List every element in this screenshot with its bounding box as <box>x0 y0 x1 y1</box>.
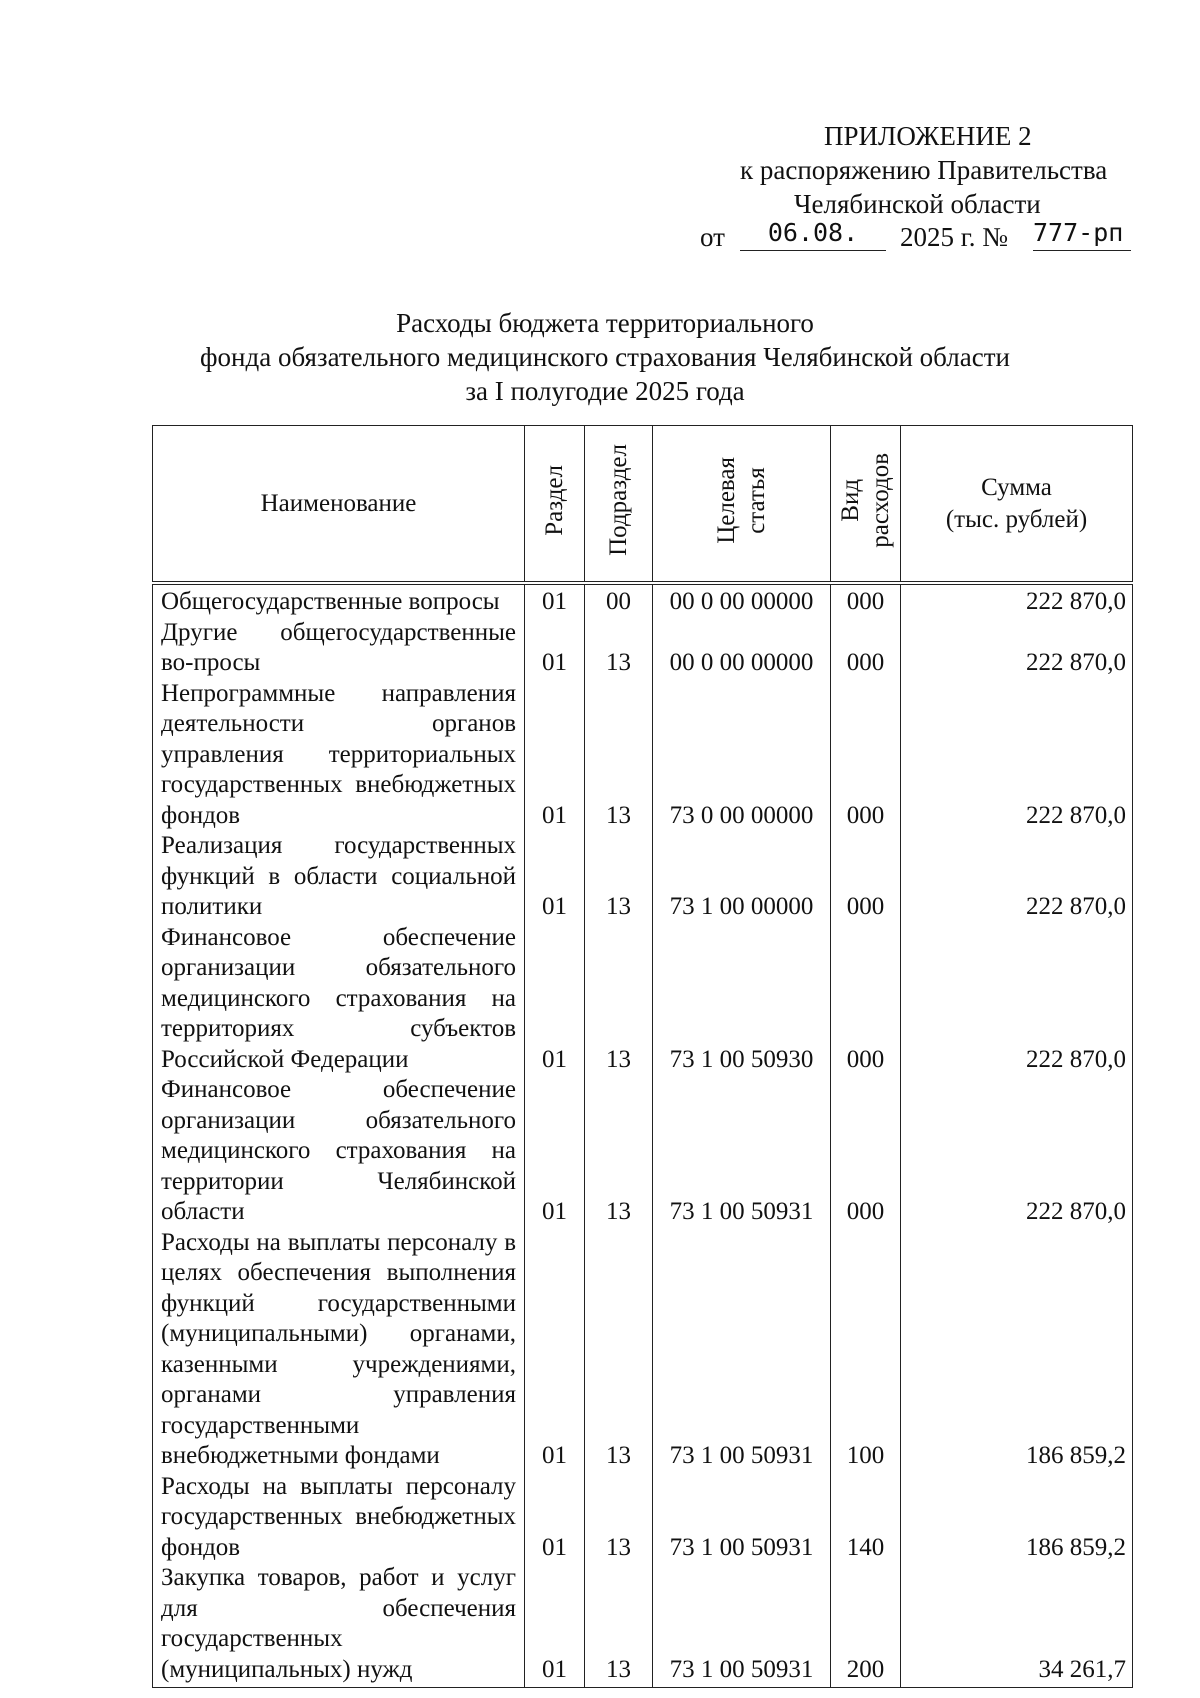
from-label: от <box>700 222 725 252</box>
cell-subsection: 13 <box>585 1228 653 1472</box>
cell-section: 01 <box>525 679 585 832</box>
appendix-title: ПРИЛОЖЕНИЕ 2 <box>824 121 1032 151</box>
column-header-target-article: Целевая статья <box>653 426 831 584</box>
table-header-row <box>153 426 1133 584</box>
table-row <box>153 1228 1133 1472</box>
cell-section: 01 <box>525 583 585 618</box>
cell-expense-type: 000 <box>831 831 901 923</box>
column-header-name: Наименование <box>153 426 525 584</box>
cell-name: Расходы на выплаты персоналу в целях обеспечения выполнения функций государственными (муниципальными) органами, казенными учреждениями, органами управления государственными внебюджетными фондами <box>153 1228 525 1472</box>
table-row <box>153 679 1133 832</box>
cell-name: Закупка товаров, работ и услуг для обеспечения государственных (муниципальных) нужд <box>153 1563 525 1688</box>
order-date-line <box>700 216 1140 256</box>
order-number-field: 777-рп <box>1033 216 1131 251</box>
cell-target-article: 73 1 00 50931 <box>653 1075 831 1228</box>
cell-name: Финансовое обеспечение организации обязательного медицинского страхования на территориях субъектов Российской Федерации <box>153 923 525 1076</box>
cell-section: 01 <box>525 923 585 1076</box>
table-row <box>153 1075 1133 1228</box>
cell-amount: 222 870,0 <box>901 679 1133 832</box>
cell-amount: 222 870,0 <box>901 618 1133 679</box>
cell-subsection: 13 <box>585 679 653 832</box>
table-row <box>153 923 1133 1076</box>
cell-name: Другие общегосударственные во-просы <box>153 618 525 679</box>
cell-expense-type: 000 <box>831 618 901 679</box>
region-name: Челябинской области <box>794 189 1041 219</box>
cell-amount: 222 870,0 <box>901 1075 1133 1228</box>
cell-target-article: 73 1 00 00000 <box>653 831 831 923</box>
title-line-2: фонда обязательного медицинского страхования Челябинской области <box>200 342 1010 372</box>
title-line-3: за I полугодие 2025 года <box>465 376 745 406</box>
column-header-subsection: Подраздел <box>585 426 653 584</box>
cell-target-article: 73 1 00 50931 <box>653 1563 831 1688</box>
cell-section: 01 <box>525 1472 585 1564</box>
cell-section: 01 <box>525 1563 585 1688</box>
cell-target-article: 00 0 00 00000 <box>653 583 831 618</box>
cell-target-article: 73 1 00 50931 <box>653 1472 831 1564</box>
cell-target-article: 00 0 00 00000 <box>653 618 831 679</box>
cell-amount: 222 870,0 <box>901 831 1133 923</box>
cell-subsection: 13 <box>585 1563 653 1688</box>
cell-name: Непрограммные направления деятельности органов управления территориальных государственных внебюджетных фондов <box>153 679 525 832</box>
order-reference: к распоряжению Правительства <box>740 155 1108 185</box>
cell-section: 01 <box>525 1228 585 1472</box>
cell-amount: 186 859,2 <box>901 1472 1133 1564</box>
cell-subsection: 13 <box>585 923 653 1076</box>
document-title <box>130 306 1080 408</box>
table-row <box>153 1563 1133 1688</box>
cell-name: Реализация государственных функций в области социальной политики <box>153 831 525 923</box>
cell-subsection: 13 <box>585 1472 653 1564</box>
cell-subsection: 13 <box>585 831 653 923</box>
cell-expense-type: 000 <box>831 923 901 1076</box>
column-header-expense-type: Вид расходов <box>831 426 901 584</box>
cell-expense-type: 100 <box>831 1228 901 1472</box>
cell-target-article: 73 1 00 50931 <box>653 1228 831 1472</box>
cell-expense-type: 140 <box>831 1472 901 1564</box>
cell-subsection: 13 <box>585 618 653 679</box>
cell-name: Расходы на выплаты персоналу государственных внебюджетных фондов <box>153 1472 525 1564</box>
order-date-field: 06.08. <box>740 216 886 251</box>
cell-section: 01 <box>525 618 585 679</box>
cell-name: Общегосударственные вопросы <box>153 583 525 618</box>
table-row <box>153 1472 1133 1564</box>
cell-section: 01 <box>525 831 585 923</box>
cell-amount: 222 870,0 <box>901 583 1133 618</box>
cell-section: 01 <box>525 1075 585 1228</box>
cell-amount: 186 859,2 <box>901 1228 1133 1472</box>
title-line-1: Расходы бюджета территориального <box>396 308 814 338</box>
cell-name: Финансовое обеспечение организации обязательного медицинского страхования на территории Челябинской области <box>153 1075 525 1228</box>
cell-expense-type: 000 <box>831 583 901 618</box>
column-header-section: Раздел <box>525 426 585 584</box>
year-number-label: 2025 г. № <box>900 222 1009 252</box>
cell-expense-type: 000 <box>831 1075 901 1228</box>
table-row <box>153 583 1133 618</box>
cell-amount: 34 261,7 <box>901 1563 1133 1688</box>
cell-target-article: 73 0 00 00000 <box>653 679 831 832</box>
cell-expense-type: 000 <box>831 679 901 832</box>
cell-subsection: 13 <box>585 1075 653 1228</box>
table-row <box>153 831 1133 923</box>
column-header-amount: Сумма (тыс. рублей) <box>901 426 1133 584</box>
cell-expense-type: 200 <box>831 1563 901 1688</box>
budget-expenses-table <box>152 425 1133 1688</box>
cell-amount: 222 870,0 <box>901 923 1133 1076</box>
table-row <box>153 618 1133 679</box>
cell-subsection: 00 <box>585 583 653 618</box>
cell-target-article: 73 1 00 50930 <box>653 923 831 1076</box>
